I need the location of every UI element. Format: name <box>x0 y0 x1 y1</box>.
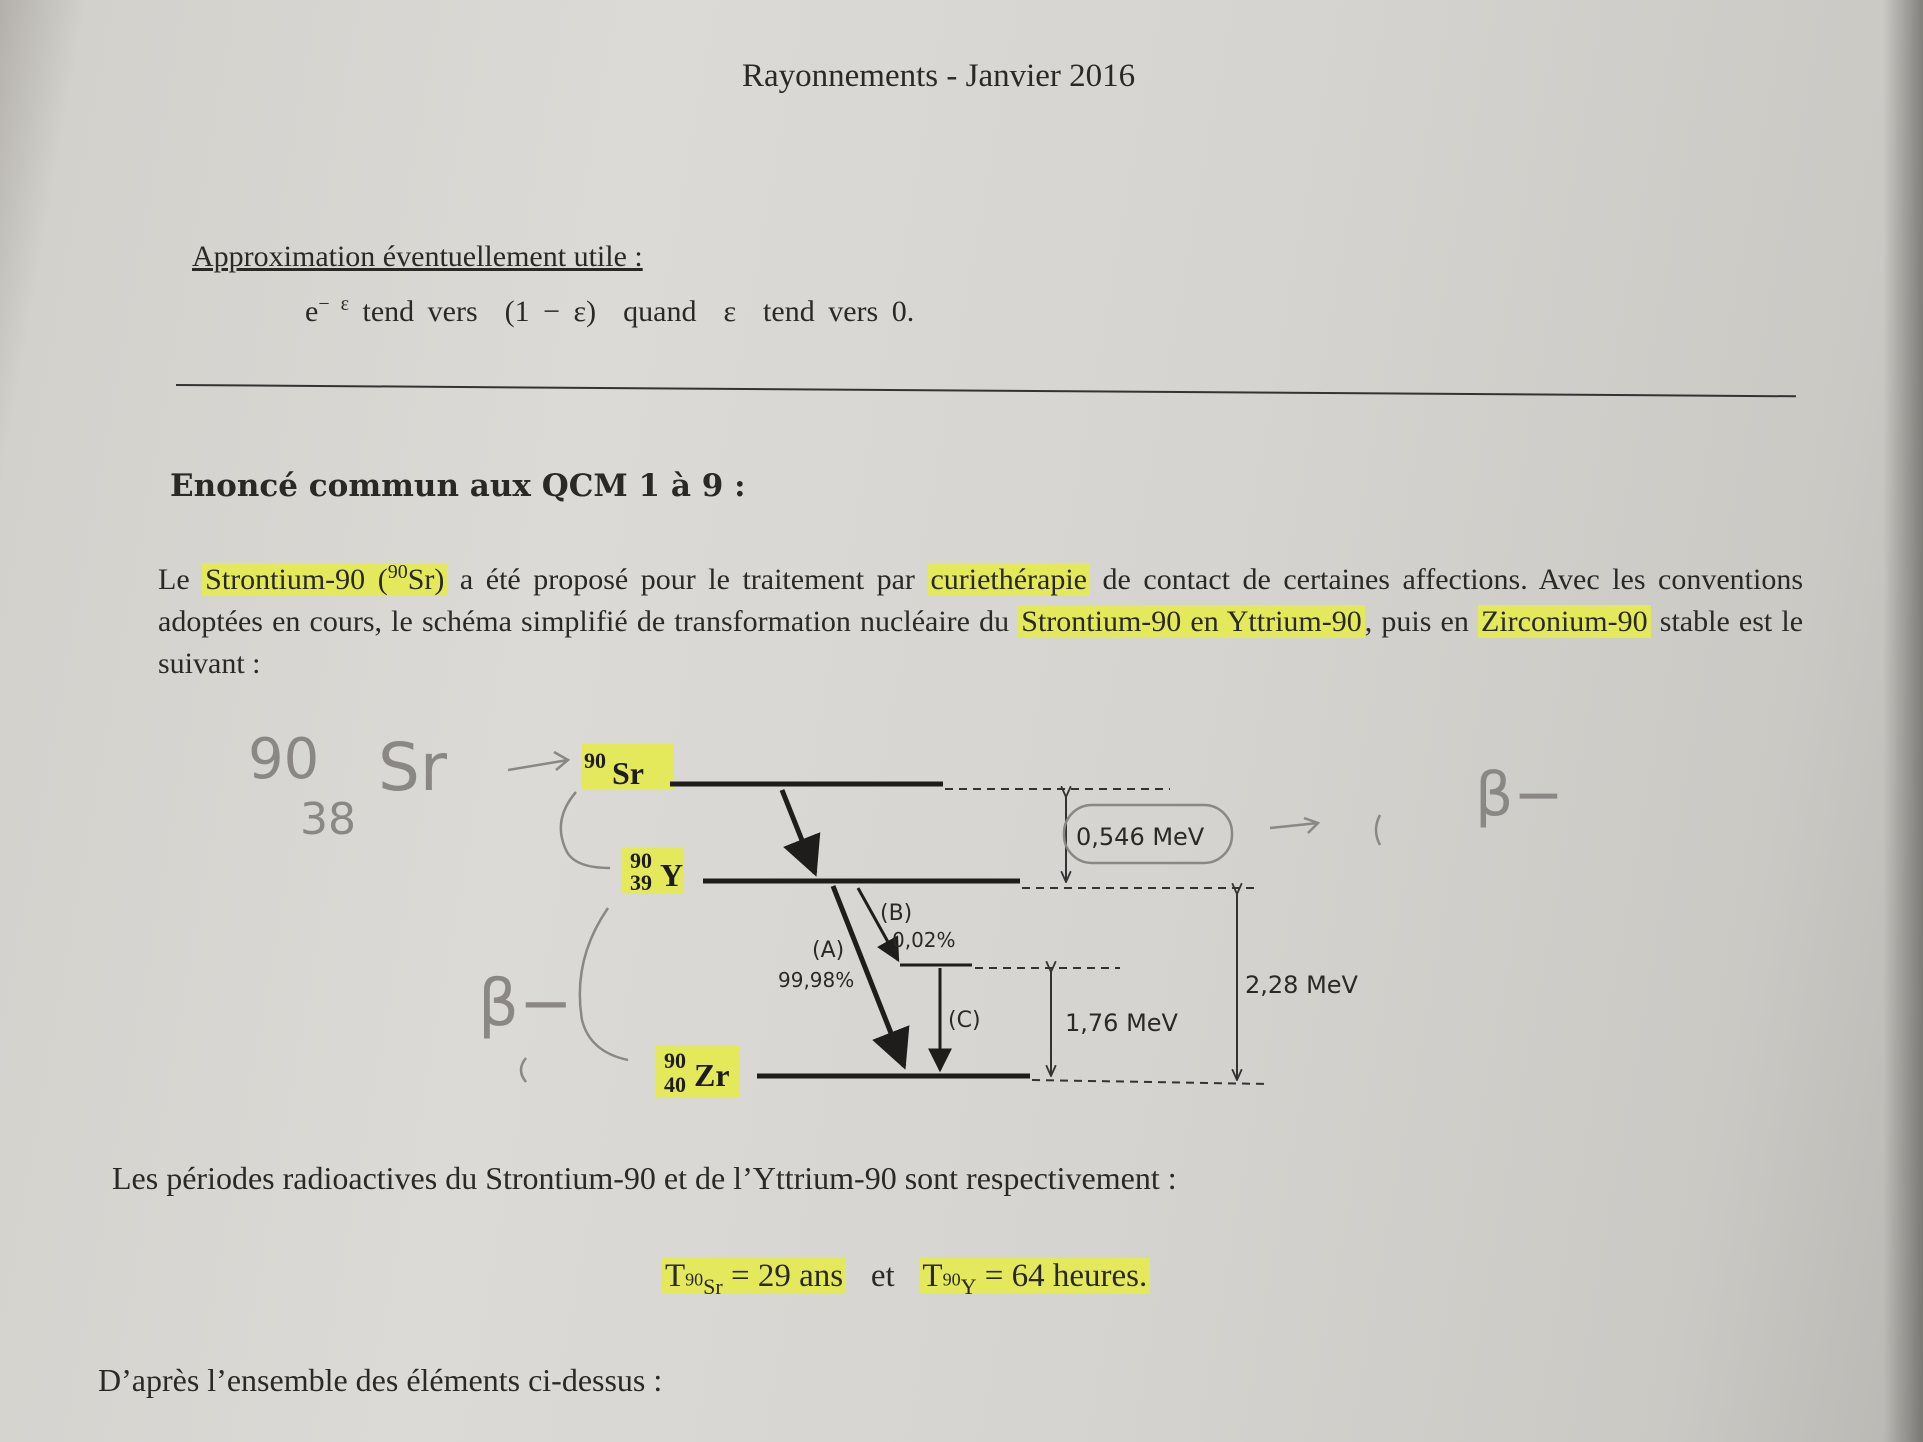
energy-sr-y-label: 0,546 MeV <box>1076 823 1205 851</box>
p-mass: 90 <box>387 561 408 583</box>
zr-symbol: Zr <box>694 1057 730 1093</box>
pencil-arrow-right <box>1270 818 1318 833</box>
sr-mass: 90 <box>584 748 606 773</box>
branch-c-label: (C) <box>948 1008 981 1033</box>
sr-symbol: Sr <box>612 755 644 791</box>
approx-exponent: − ε <box>318 293 350 315</box>
p-paren: ( <box>377 563 388 596</box>
p-text-3: de contact de certaines affections. Avec les conventions adoptées en cours, le schéma simplifié de transformation nucléaire du <box>158 563 1804 638</box>
y-mass: 90 <box>630 848 652 873</box>
zr-level-dashed <box>1032 1080 1268 1084</box>
t-sr-sub: Sr <box>703 1273 723 1299</box>
branch-b-label: (B) <box>880 901 913 926</box>
periods-formula <box>662 1258 1150 1300</box>
pencil-paren-right <box>1376 815 1380 845</box>
periods-text: Les périodes radioactives du Strontium-90 et de l’Yttrium-90 sont respectivement : <box>112 1160 1177 1196</box>
t-y-symbol: T <box>922 1258 943 1294</box>
periods-et: et <box>870 1258 895 1294</box>
branch-b-percent: 0,02% <box>892 928 956 952</box>
pencil-paren-left <box>521 1058 526 1082</box>
branch-a-percent: 99,98% <box>778 968 855 992</box>
p-text-2: a été proposé pour le traitement par <box>459 563 915 596</box>
energy-y-zr-label: 2,28 MeV <box>1245 971 1358 999</box>
hand-nuclide-symbol: Sr <box>378 729 448 806</box>
approximation-heading: Approximation éventuellement utile : <box>192 240 643 273</box>
zr-mass: 90 <box>664 1048 686 1073</box>
p-text-1: Le <box>158 563 190 596</box>
t-y-mass: 90 <box>942 1269 961 1290</box>
pencil-handwriting <box>248 727 1564 1041</box>
highlight-t-y <box>919 1258 1150 1299</box>
page-title: Rayonnements - Janvier 2016 <box>742 58 1136 94</box>
hand-nuclide-z: 38 <box>300 794 356 845</box>
highlight-sr-y: Strontium-90 en Yttrium-90 <box>1018 605 1364 638</box>
pencil-arrow-to-sr <box>508 752 568 770</box>
p-text-4: , puis en <box>1364 605 1469 638</box>
hand-nuclide-mass: 90 <box>248 727 320 792</box>
t-y-sub: Y <box>960 1273 977 1299</box>
y-symbol: Y <box>660 857 684 893</box>
t-sr-value: = 29 ans <box>730 1258 844 1294</box>
pencil-curve-sr-y <box>561 792 610 868</box>
y-z: 39 <box>630 870 652 895</box>
highlight-curie: curiethérapie <box>927 563 1090 596</box>
pencil-annotations <box>508 752 1380 1082</box>
statement-heading: Enoncé commun aux QCM 1 à 9 : <box>170 468 746 504</box>
p-sr: Sr) <box>407 563 445 596</box>
zr-z: 40 <box>664 1072 686 1097</box>
t-sr-mass: 90 <box>685 1269 704 1290</box>
approx-base: e <box>305 295 319 328</box>
pencil-curve-y-zr <box>580 908 628 1060</box>
hand-beta-right: β− <box>1475 760 1564 830</box>
highlight-zr: Zirconium-90 <box>1478 605 1651 638</box>
sr-to-y-arrow <box>782 790 815 873</box>
hand-beta-left: β− <box>478 967 573 1041</box>
highlight-t-sr <box>662 1258 846 1299</box>
t-y-value: = 64 heures. <box>984 1258 1148 1294</box>
conclusion-text: D’après l’ensemble des éléments ci-dessus : <box>98 1362 663 1398</box>
t-sr-symbol: T <box>665 1258 686 1294</box>
approx-text: tend vers (1 − ε) quand ε tend vers 0. <box>362 295 915 328</box>
p-text-5: stable est le suivant : <box>158 605 1804 680</box>
p-strontium: Strontium-90 <box>205 563 366 596</box>
branch-a-label: (A) <box>812 938 845 963</box>
energy-excited-label: 1,76 MeV <box>1065 1009 1178 1037</box>
